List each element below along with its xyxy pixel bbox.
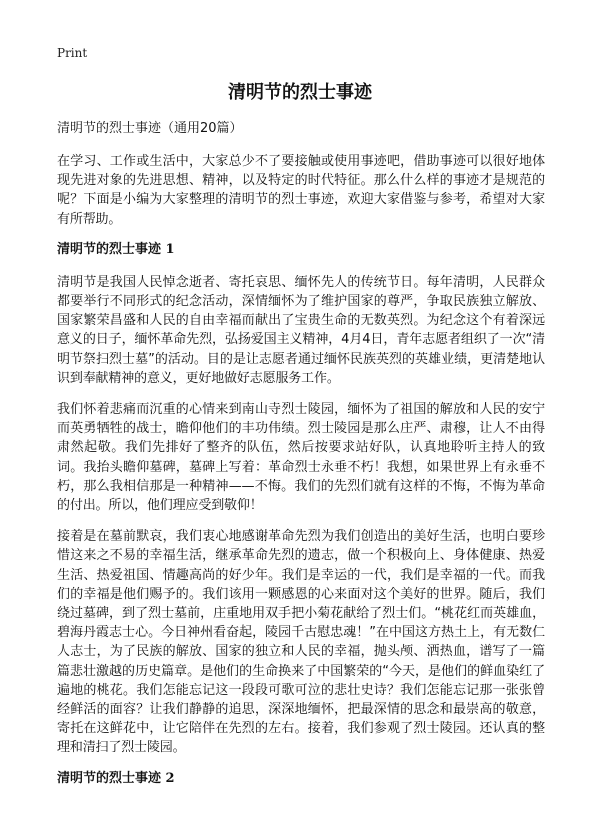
section-1-paragraph-3: 接着是在墓前默哀，我们衷心地感谢革命先烈为我们创造出的美好生活，也明白要珍惜这来之不易的幸福生活，继承革命先烈的遗志，做一个积极向上、身体健康、热爱生活、热爱祖国、情趣高尚的好少年。我们是幸运的一代，我们是幸福的一代。而我们的幸福是他们赐予的。我们该用一颗感恩的心来面对这个美好的世界。随后，我们绕过墓碑，到了烈士墓前，庄重地用双手把小菊花献给了烈士们。“桃花红而英雄血，碧海丹霞志士心。今日神州看奋起，陵园千古慰忠魂！”在中国这方热土上，有无数仁人志士，为了民族的解放、国家的独立和人民的幸福，抛头颅、洒热血，谱写了一篇篇悲壮激越的历史篇章。是他们的生命换来了中国繁荣的“今天，是他们的鲜血染红了遍地的桃花。我们怎能忘记这一段段可歌可泣的悲壮史诗？我们怎能忘记那一张张曾经鲜活的面容？让我们静静的追思，深深地缅怀，把最深情的思念和最崇高的敬意，寄托在这鲜花中，让它陪伴在先烈的左右。接着，我们参观了烈士陵园。还认真的整理和清扫了烈士陵园。 [57, 529, 545, 756]
section-1-paragraph-1: 清明节是我国人民悼念逝者、寄托哀思、缅怀先人的传统节日。每年清明，人民群众都要举行不同形式的纪念活动，深情缅怀为了维护国家的尊严，争取民族独立解放、国家繁荣昌盛和人民的自由幸福而献出了宝贵生命的无数英烈。为纪念这个有着深远意义的日子，缅怀革命先烈，弘扬爱国主义精神，4月4日，青年志愿者组织了一次“清明节祭扫烈士墓”的活动。目的是让志愿者通过缅怀民族英烈的英雄业绩，更清楚地认识到奉献精神的意义，更好地做好志愿服务工作。 [57, 274, 545, 386]
section-1-paragraph-2: 我们怀着悲痛而沉重的心情来到南山寺烈士陵园，缅怀为了祖国的解放和人民的安宁而英勇牺牲的战士，瞻仰他们的丰功伟绩。烈士陵园是那么庄严、肃穆，让人不由得肃然起敬。我们先排好了整齐的队伍，然后按要求站好队，认真地聆听主持人的致词。我抬头瞻仰墓碑，墓碑上写着：革命烈士永垂不朽！我想，如果世界上有永垂不朽，那么我相信那是一种精神——不悔。我们的先烈们就有这样的不悔，不悔为革命的付出。所以，他们理应受到敬仰！ [57, 402, 545, 514]
print-link[interactable]: Print [57, 46, 88, 60]
section-heading-2: 清明节的烈士事迹 2 [57, 770, 175, 786]
intro-paragraph: 在学习、工作或生活中，大家总少不了要接触或使用事迹吧，借助事迹可以很好地体现先进对象的先进思想、精神，以及特定的时代特征。那么什么样的事迹才是规范的呢？下面是小编为大家整理的清明节的烈士事迹，欢迎大家借鉴与参考，希望对大家有所帮助。 [57, 154, 545, 227]
article-body [57, 120, 545, 802]
page-title: 清明节的烈士事迹 [228, 82, 372, 103]
article-subtitle: 清明节的烈士事迹（通用20篇） [57, 121, 243, 136]
section-heading-1: 清明节的烈士事迹 1 [57, 241, 175, 257]
